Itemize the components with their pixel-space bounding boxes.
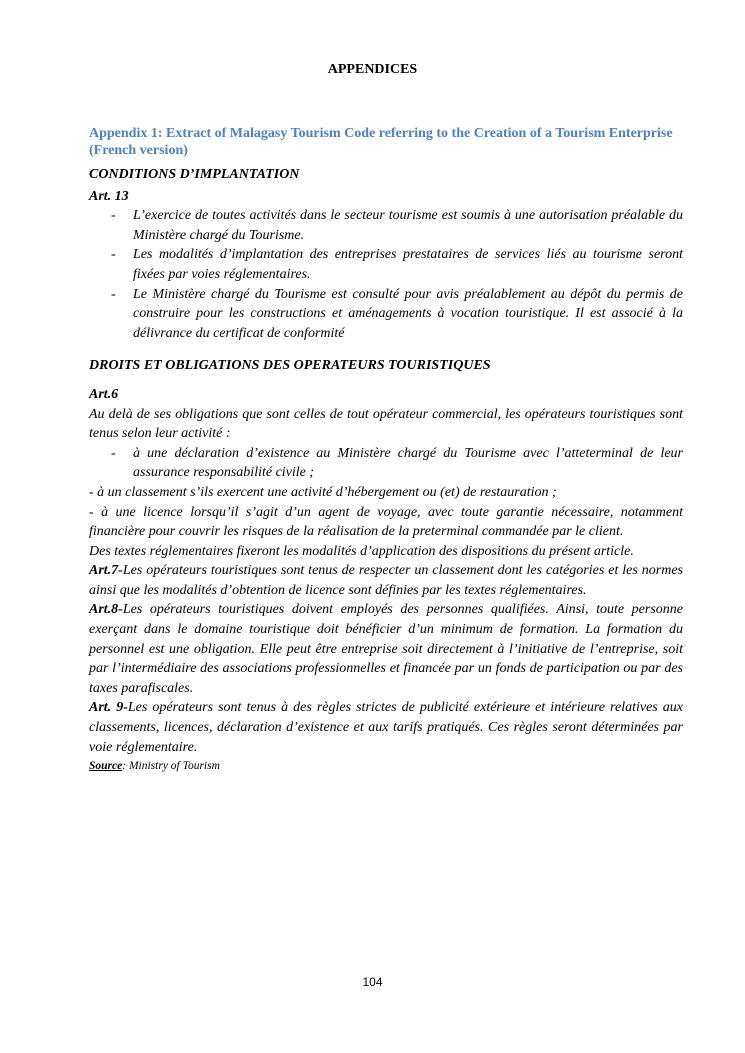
- article-13-list: [89, 206, 683, 343]
- source-text: Ministry of Tourism: [128, 760, 220, 773]
- page-title: APPENDICES: [327, 62, 418, 77]
- section-heading-conditions: CONDITIONS D’IMPLANTATION: [89, 167, 300, 182]
- article-6-line-textes: Des textes réglementaires fixeront les modalités d’application des dispositions du présent article.: [89, 543, 634, 559]
- page-number: 104: [362, 975, 383, 989]
- article-6-line-licence: - à une licence lorsqu’il s’agit d’un agent de voyage, avec toute garantie nécessaire, notamment financière pour couvrir les risques de la réalisation de la preterminal commandée par le client.: [89, 504, 683, 540]
- article-6-line-classement: - à un classement s’ils exercent une activité d’hébergement ou (et) de restauration ;: [89, 484, 557, 500]
- source-label: Source: [89, 760, 123, 773]
- list-item: - L’exercice de toutes activités dans le secteur tourisme est soumis à une autorisation préalable du Ministère chargé du Tourisme.: [111, 208, 683, 243]
- article-9: Art. 9-Les opérateurs sont tenus à des règles strictes de publicité extérieure et intérieure relatives aux classements, licences, déclaration d’existence et aux tarifs pratiqués. Ces règles seront déterminées par voie réglementaire.: [89, 700, 683, 755]
- list-item: - Les modalités d’implantation des entreprises prestataires de services liés au tourisme seront fixées par voies réglementaires.: [111, 247, 683, 282]
- article-8: Art.8-Les opérateurs touristiques doivent employés des personnes qualifiées. Ainsi, toute personne exerçant dans le domaine touristique doit bénéficier d’un minimum de formation. La formation du personnel est une obligation. Elle peut être entreprise soit directement à l’initiative de l’entreprise, soit par l’intermédiaire des associations professionnelles et financée par un fonds de participation ou par des taxes parafiscales.: [89, 602, 683, 696]
- appendix-title: Appendix 1: Extract of Malagasy Tourism Code referring to the Creation of a Tourism Enterprise (French version): [89, 126, 673, 158]
- section-heading-droits: DROITS ET OBLIGATIONS DES OPERATEURS TOURISTIQUES: [89, 358, 491, 374]
- article-6-label: Art.6: [89, 386, 119, 402]
- article-6-list: [89, 444, 683, 483]
- article-7: Art.7-Les opérateurs touristiques sont tenus de respecter un classement dont les catégories et les normes ainsi que les modalités d’obtention de licence sont définies par les textes réglementaires.: [89, 563, 683, 598]
- document-body: [89, 125, 683, 777]
- article-7-label: Art.7-: [89, 563, 123, 579]
- article-6-intro: Au delà de ses obligations que sont celles de tout opérateur commercial, les opérateurs touristiques sont tenus selon leur activité :: [89, 406, 683, 442]
- article-9-label: Art. 9-: [89, 700, 128, 716]
- article-13-label: Art. 13: [89, 188, 129, 204]
- article-8-label: Art.8-: [89, 602, 123, 618]
- list-item: - Le Ministère chargé du Tourisme est consulté pour avis préalablement au dépôt du permis de construire pour les constructions et aménagements à vocation touristique. Il est associé à la délivrance du certificat de conformité: [111, 286, 683, 341]
- source-note: Source: Ministry of Tourism: [89, 760, 220, 773]
- list-item: - à une déclaration d’existence au Ministère chargé du Tourisme avec l’atteterminal de leur assurance responsabilité civile ;: [111, 445, 683, 481]
